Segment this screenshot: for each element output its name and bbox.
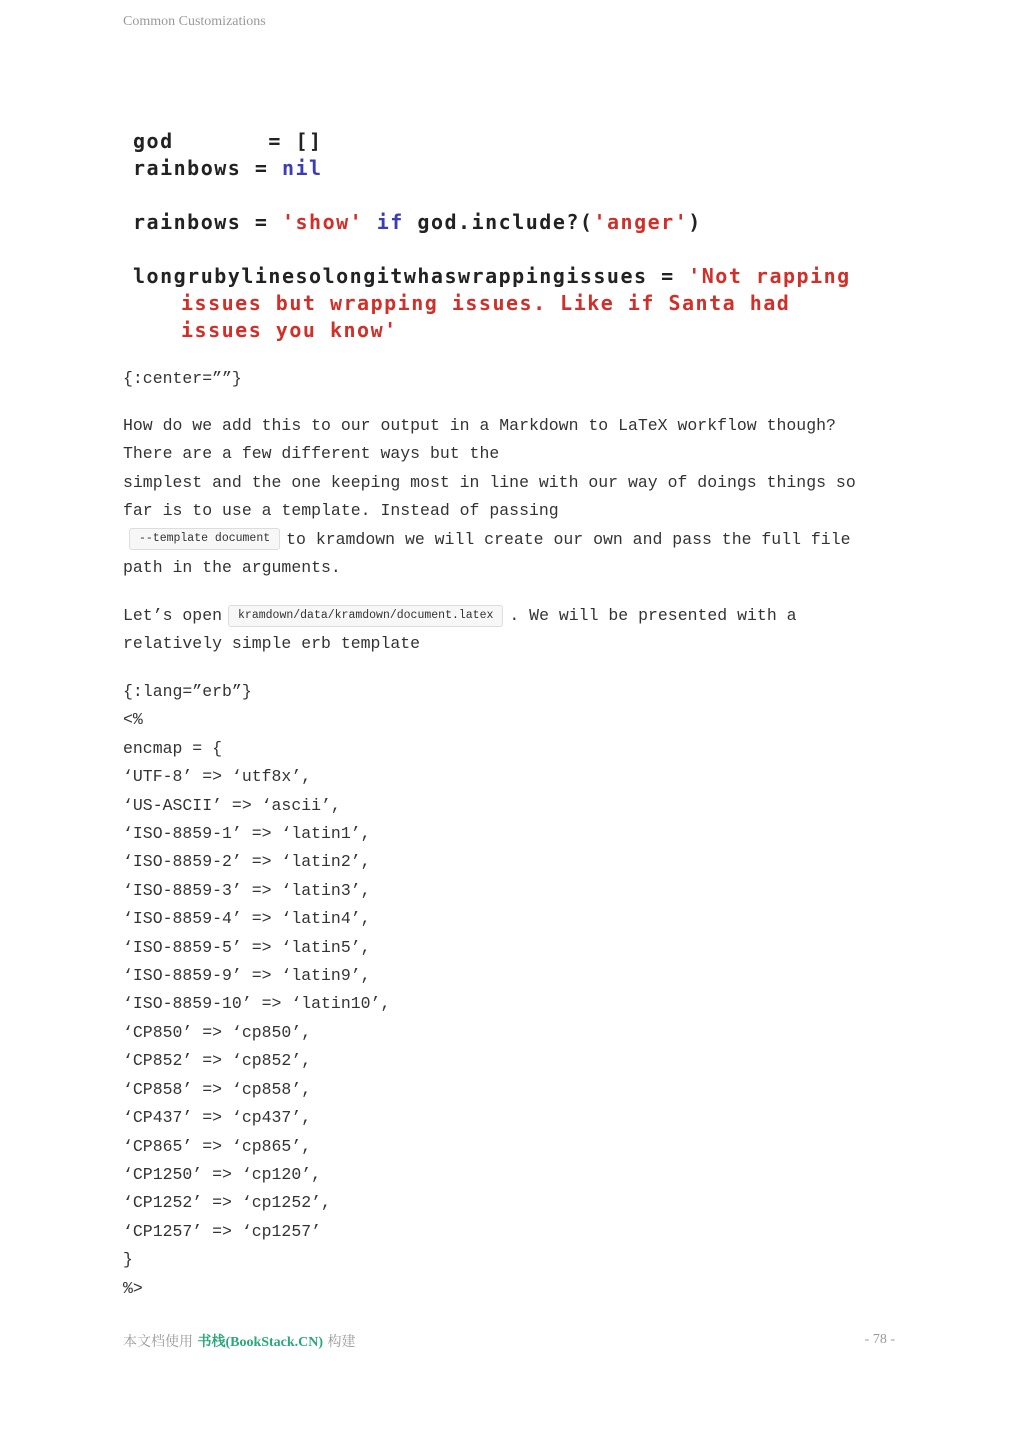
erb-line: <%	[123, 710, 143, 730]
erb-line: ‘ISO-8859-1’ => ‘latin1’,	[123, 824, 371, 844]
erb-line: ‘CP437’ => ‘cp437’,	[123, 1108, 312, 1128]
erb-line: ‘ISO-8859-9’ => ‘latin9’,	[123, 966, 371, 986]
inline-code: --template document	[129, 528, 280, 550]
erb-line: %>	[123, 1278, 143, 1298]
erb-line: ‘CP1250’ => ‘cp120’,	[123, 1164, 322, 1184]
erb-line: ‘CP852’ => ‘cp852’,	[123, 1051, 312, 1071]
code-image	[133, 128, 903, 344]
code-line: issues you know'	[181, 318, 398, 342]
code-line: issues but wrapping issues. Like if Santa had	[181, 291, 791, 315]
center-attribute: {:center=””}	[123, 369, 242, 388]
code-line: god = []	[133, 129, 323, 153]
erb-template-text	[123, 678, 903, 1303]
erb-line: ‘CP858’ => ‘cp858’,	[123, 1079, 312, 1099]
inline-code: kramdown/data/kramdown/document.latex	[228, 605, 503, 627]
page-header: Common Customizations	[123, 14, 266, 29]
code-line: rainbows = nil	[133, 156, 323, 180]
bookstack-link[interactable]: 书栈(BookStack.CN)	[197, 1335, 324, 1350]
erb-line: ‘CP850’ => ‘cp850’,	[123, 1022, 312, 1042]
erb-line: ‘CP1252’ => ‘cp1252’,	[123, 1193, 331, 1213]
erb-line: ‘UTF-8’ => ‘utf8x’,	[123, 767, 312, 787]
page-number: - 78 -	[864, 1332, 895, 1347]
paragraph-template: How do we add this to our output in a Markdown to LaTeX workflow though? There are a few different ways but the simplest and the one keeping most in line with our way of doings things so far is to use a template. Instead of passing --template document to kramdown we will create our own and pass the full file path in the arguments.	[123, 416, 856, 578]
erb-line: {:lang=”erb”}	[123, 682, 252, 701]
erb-line: ‘ISO-8859-10’ => ‘latin10’,	[123, 994, 391, 1014]
erb-line: ‘ISO-8859-5’ => ‘latin5’,	[123, 937, 371, 957]
erb-line: ‘ISO-8859-2’ => ‘latin2’,	[123, 852, 371, 872]
erb-line: ‘ISO-8859-3’ => ‘latin3’,	[123, 880, 371, 900]
code-line: longrubylinesolongitwhaswrappingissues = 'Not rapping	[133, 264, 851, 288]
erb-line: ‘CP865’ => ‘cp865’,	[123, 1136, 312, 1156]
erb-line: }	[123, 1250, 133, 1270]
footer-credit: 本文档使用 书栈(BookStack.CN) 构建	[123, 1334, 356, 1350]
erb-line: ‘ISO-8859-4’ => ‘latin4’,	[123, 909, 371, 929]
code-line: rainbows = 'show' if god.include?('anger')	[133, 210, 702, 234]
erb-line: encmap = {	[123, 738, 223, 758]
erb-line: ‘US-ASCII’ => ‘ascii’,	[123, 795, 341, 815]
erb-line: ‘CP1257’ => ‘cp1257’	[123, 1221, 322, 1241]
paragraph-open-file: Let’s open kramdown/data/kramdown/document.latex . We will be presented with a relatively simple erb template	[123, 606, 797, 654]
